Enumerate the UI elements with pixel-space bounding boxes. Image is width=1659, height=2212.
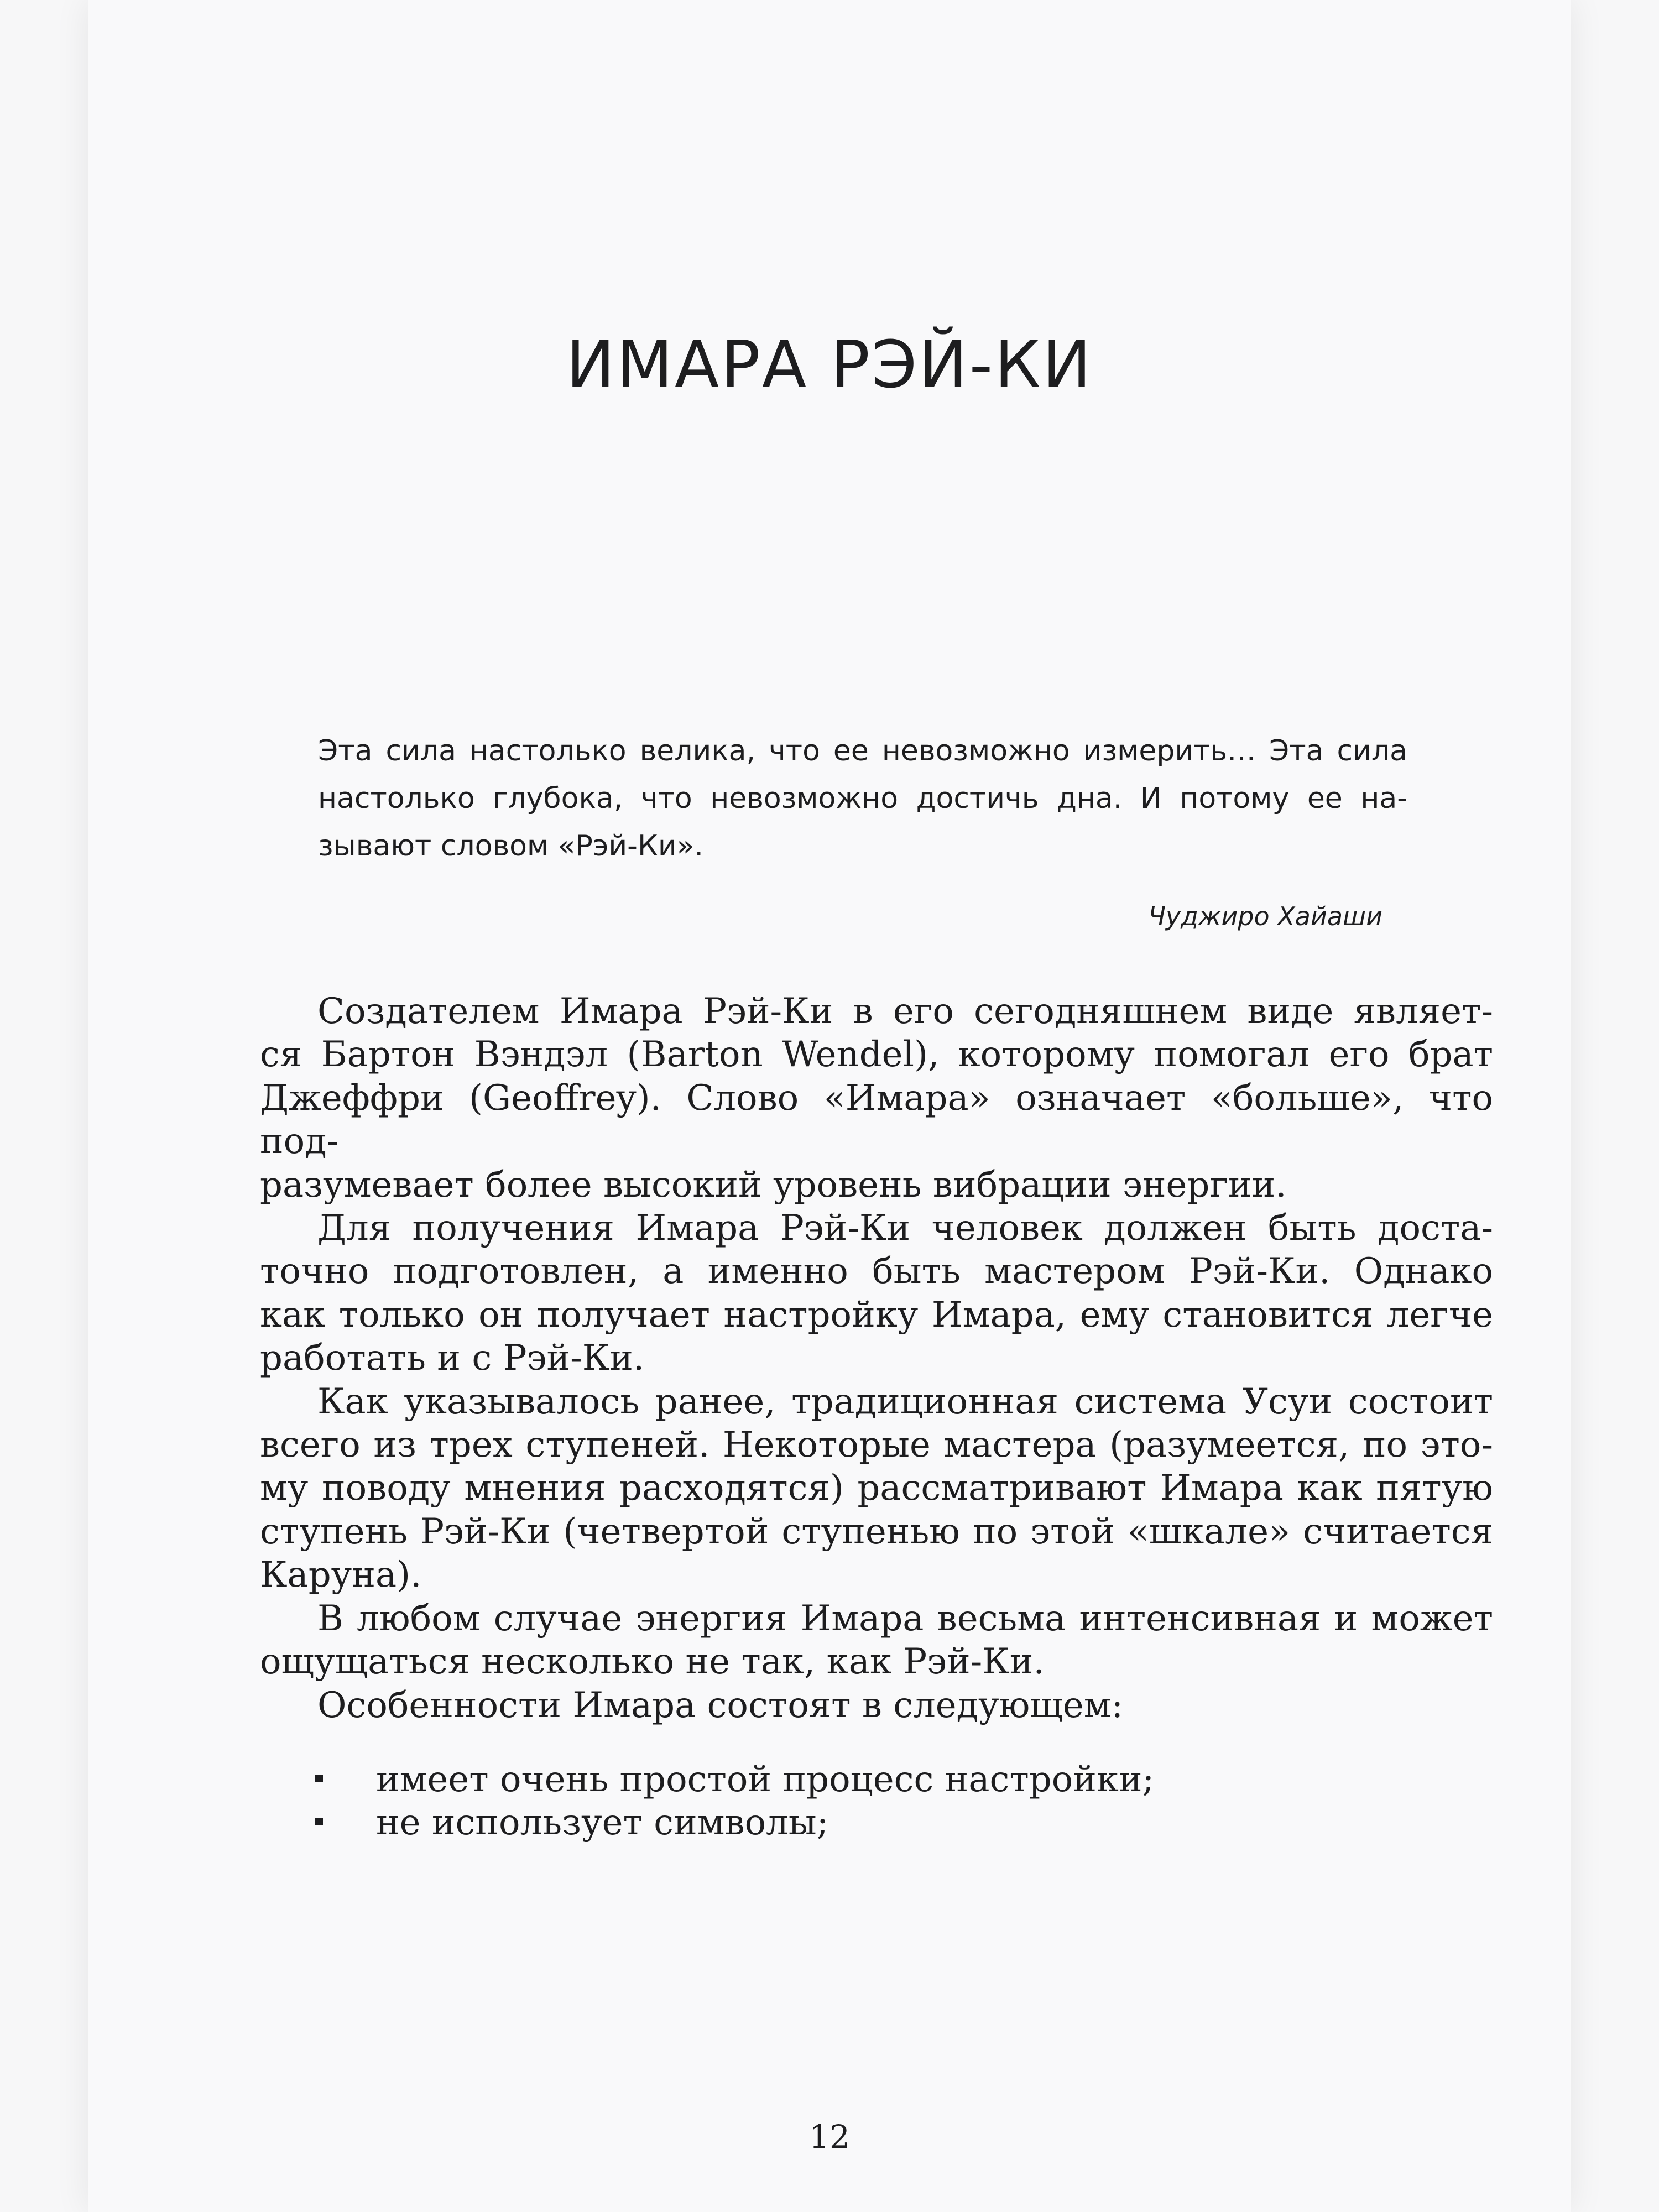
text-line: ощущаться несколько не так, как Рэй-Ки. (260, 1641, 1045, 1683)
text-line: Для получения Имара Рэй-Ки человек должен быть доста- (317, 1208, 1493, 1249)
text-line: разумевает более высокий уровень вибрации энергии. (260, 1164, 1287, 1206)
text-line: ступень Рэй-Ки (четвертой ступенью по этой «шкале» считается (260, 1511, 1493, 1552)
text-line: Создателем Имара Рэй-Ки в его сегодняшнем виде являет- (317, 991, 1493, 1032)
text-line: Как указывалось ранее, традиционная система Усуи состоит (317, 1381, 1493, 1422)
epigraph-line: зывают словом «Рэй-Ки». (318, 830, 703, 863)
text-line: Особенности Имара состоят в следующем: (317, 1684, 1124, 1726)
chapter-title: ИМАРА РЭЙ-КИ (566, 326, 1093, 403)
text-line: ся Бартон Вэндэл (Barton Wendel), которому помогал его брат (260, 1034, 1493, 1076)
list-item (260, 1758, 1493, 1801)
epigraph (318, 727, 1407, 870)
text-line: точно подготовлен, а именно быть мастером Рэй-Ки. Однако (260, 1251, 1493, 1292)
list-item (260, 1801, 1493, 1844)
epigraph-author: Чуджиро Хайаши (1148, 901, 1383, 931)
text-line: Джеффри (Geoffrey). Слово «Имара» означает «больше», что под- (260, 1077, 1493, 1162)
paragraph (260, 1597, 1493, 1684)
paragraph (260, 1380, 1493, 1597)
text-line: Каруна). (260, 1554, 422, 1596)
square-bullet-icon (315, 1818, 323, 1825)
epigraph-line: Эта сила настолько велика, что ее невозможно измерить… Эта сила (318, 734, 1407, 768)
text-line: всего из трех ступеней. Некоторые мастера (разумеется, по это- (260, 1425, 1493, 1466)
square-bullet-icon (315, 1775, 323, 1782)
text-line: работать и с Рэй-Ки. (260, 1338, 645, 1379)
text-line: как только он получает настройку Имара, ему становится легче (260, 1294, 1493, 1335)
epigraph-line: настолько глубока, что невозможно достичь дна. И потому ее на- (318, 782, 1407, 815)
text-line: В любом случае энергия Имара весьма интенсивная и может (317, 1598, 1493, 1639)
text-line: му поводу мнения расходятся) рассматривают Имара как пятую (260, 1468, 1493, 1509)
list-item-text: не использует символы; (376, 1802, 829, 1844)
main-text (260, 990, 1493, 1845)
list-item-text: имеет очень простой процесс настройки; (376, 1759, 1155, 1800)
paragraph (260, 990, 1493, 1207)
page-number: 12 (809, 2118, 850, 2156)
paragraph (260, 1684, 1493, 1727)
feature-list (260, 1758, 1493, 1845)
paragraph (260, 1207, 1493, 1380)
